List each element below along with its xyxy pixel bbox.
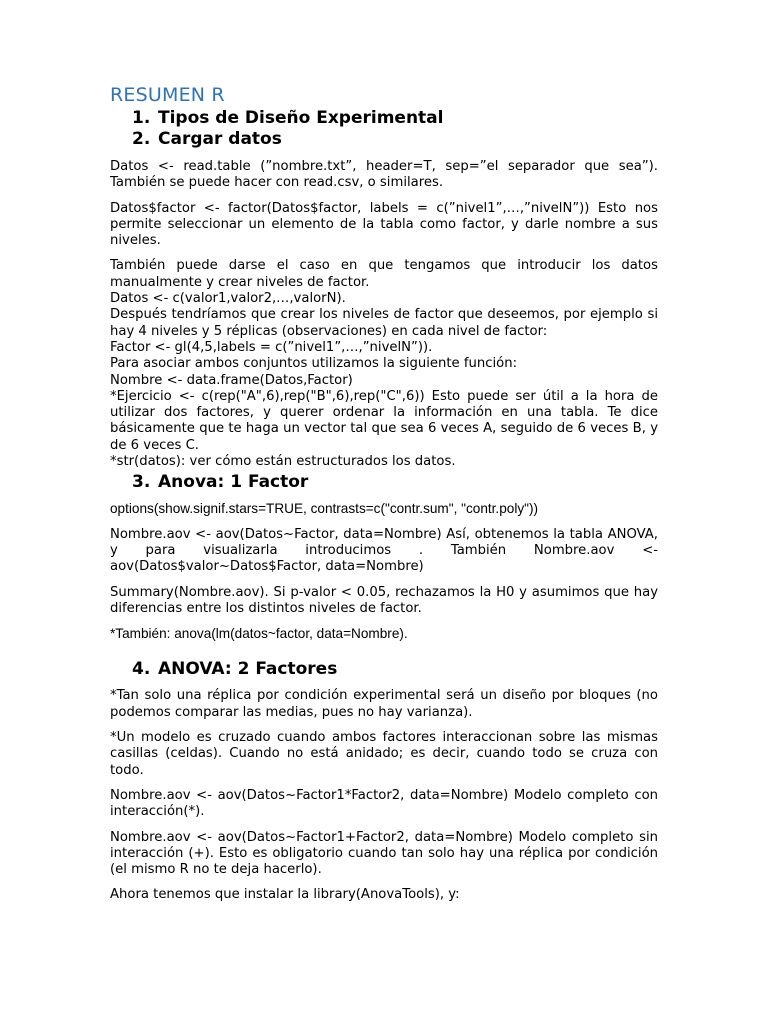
- heading-text: Tipos de Diseño Experimental: [158, 108, 444, 128]
- paragraph-manual-data: También puede darse el caso en que tengamos que introducir los datos manualmente y crear niveles de factor.: [110, 258, 658, 290]
- paragraph-replica: *Tan solo una réplica por condición experimental será un diseño por bloques (no podemos comparar las medias, pues no hay varianza).: [110, 688, 658, 720]
- heading-number: 1.: [132, 108, 151, 128]
- heading-number: 4.: [132, 659, 151, 680]
- heading-anova-2-factores: [110, 659, 658, 680]
- heading-number: 3.: [132, 472, 151, 493]
- paragraph-anova-lm: *También: anova(lm(datos~factor, data=Nombre).: [110, 626, 408, 642]
- paragraph-asociar: Para asociar ambos conjuntos utilizamos la siguiente función:: [110, 356, 518, 372]
- paragraph-ejercicio: *Ejercicio <- c(rep("A",6),rep("B",6),rep("C",6)) Esto puede ser útil a la hora de utilizar dos factores, y querer ordenar la información en una tabla. Te dice básicamente que te haga un vector tal que sea 6 veces A, seguido de 6 veces B, y de 6 veces C.: [110, 388, 658, 453]
- paragraph-cruzado: *Un modelo es cruzado cuando ambos factores interaccionan sobre las mismas casillas (celdas). Cuando no está anidado; es decir, cuando todo se cruza con todo.: [110, 730, 658, 778]
- heading-text: Anova: 1 Factor: [158, 472, 309, 493]
- paragraph-niveles: Después tendríamos que crear los niveles de factor que deseemos, por ejemplo si hay 4 niveles y 5 réplicas (observaciones) en cada nivel de factor:: [110, 307, 658, 339]
- paragraph-summary: Summary(Nombre.aov). Si p-valor < 0.05, rechazamos la H0 y asumimos que hay diferencias entre los distintos niveles de factor.: [110, 584, 658, 616]
- heading-tipos-diseno: [110, 108, 658, 129]
- paragraph-con-interaccion: Nombre.aov <- aov(Datos~Factor1*Factor2, data=Nombre) Modelo completo con interacción(*).: [110, 787, 658, 820]
- code-line-gl: Factor <- gl(4,5,labels = c(”nivel1”,…,”nivelN”)).: [110, 339, 433, 355]
- heading-anova-1-factor: [110, 472, 658, 493]
- paragraph-aov: Nombre.aov <- aov(Datos~Factor, data=Nombre) Así, obtenemos la tabla ANOVA, y para visualizarla introducimos . También Nombre.aov <- aov(Datos$valor~Datos$Factor, data=Nombre): [110, 526, 658, 575]
- document-title: RESUMEN R: [110, 84, 225, 106]
- heading-cargar-datos: [110, 129, 658, 150]
- paragraph-str: *str(datos): ver cómo están estructurados los datos.: [110, 454, 456, 470]
- paragraph-read-table: Datos <- read.table (”nombre.txt”, header=T, sep=”el separador que sea”). También se puede hacer con read.csv, o similares.: [110, 159, 658, 191]
- heading-text: Cargar datos: [158, 129, 282, 149]
- paragraph-factor: Datos$factor <- factor(Datos$factor, labels = c(”nivel1”,…,”nivelN”)) Esto nos permite seleccionar un elemento de la tabla como factor, y darle nombre a sus niveles.: [110, 200, 658, 249]
- code-line-data-frame: Nombre <- data.frame(Datos,Factor): [110, 372, 353, 388]
- paragraph-anovatools: Ahora tenemos que instalar la library(AnovaTools), y:: [110, 887, 460, 903]
- code-line-datos: Datos <- c(valor1,valor2,…,valorN).: [110, 291, 346, 307]
- paragraph-sin-interaccion: Nombre.aov <- aov(Datos~Factor1+Factor2, data=Nombre) Modelo completo sin interacción (+). Esto es obligatorio cuando tan solo hay una réplica por condición (el mismo R no te deja hacerlo).: [110, 829, 658, 878]
- code-line-options: options(show.signif.stars=TRUE, contrasts=c("contr.sum", "contr.poly")): [110, 501, 539, 517]
- heading-text: ANOVA: 2 Factores: [158, 659, 338, 680]
- heading-number: 2.: [132, 129, 151, 149]
- document-body: [110, 84, 658, 904]
- paragraph-group-manual: [110, 258, 658, 470]
